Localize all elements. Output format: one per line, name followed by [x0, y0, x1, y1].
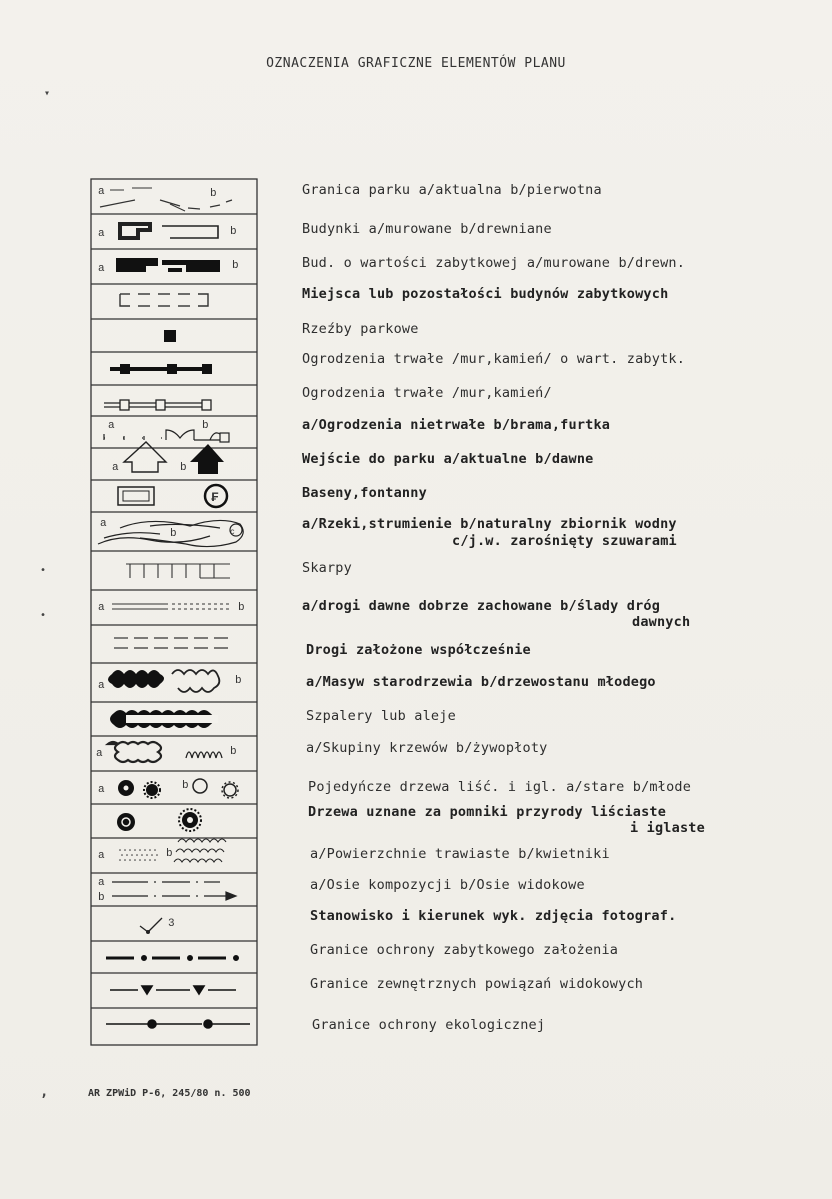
symbol-ecological-boundary [106, 1020, 250, 1028]
legend-label-escarpments: Skarpy [302, 560, 352, 576]
svg-text:a: a [108, 420, 115, 432]
legend-symbols [90, 178, 260, 1048]
legend-label-monument-trees-cont: i iglaste [630, 820, 705, 836]
legend-label-single-trees: Pojedyńcze drzewa liść. i igl. a/stare b/młode [308, 779, 692, 795]
legend-label-sculptures: Rzeźby parkowe [302, 321, 419, 337]
legend-label-buildings: Budynki a/murowane b/drewniane [302, 221, 552, 237]
legend-label-old-roads: a/drogi dawne dobrze zachowane b/ślady dróg [302, 598, 661, 614]
symbol-entrance [112, 442, 224, 474]
symbol-axes [98, 877, 236, 904]
symbol-park-boundary [98, 186, 232, 211]
svg-text:b: b [232, 260, 239, 272]
symbol-photo-position [140, 918, 175, 934]
svg-text:a: a [112, 462, 119, 474]
svg-text:b: b [98, 892, 105, 904]
svg-text:3: 3 [168, 918, 175, 930]
symbol-temporary-fence [104, 420, 229, 442]
symbol-single-trees [98, 779, 238, 798]
legend-label-old-roads-cont: dawnych [632, 614, 691, 630]
legend-label-axes: a/Osie kompozycji b/Osie widokowe [310, 877, 585, 893]
svg-text:b: b [210, 188, 217, 200]
symbol-shrubs [96, 742, 237, 762]
svg-text:a: a [98, 263, 105, 275]
legend-label-historic-buildings: Bud. o wartości zabytkowej a/murowane b/drewn. [302, 255, 686, 271]
letter-a: a [98, 186, 105, 198]
svg-text:a: a [98, 680, 105, 692]
legend-label-ecological-boundary: Granice ochrony ekologicznej [312, 1017, 546, 1033]
legend-label-temporary-fence: a/Ogrodzenia nietrwałe b/brama,furtka [302, 417, 611, 433]
svg-text:b: b [180, 462, 187, 474]
print-footer: AR ZPWiD P-6, 245/80 n. 500 [88, 1088, 251, 1099]
legend-label-rivers-overgrown: c/j.w. zarośnięty szuwarami [452, 533, 677, 549]
symbol-permanent-fence [104, 400, 211, 410]
legend-label-allees: Szpalery lub aleje [306, 708, 456, 724]
legend-frame [91, 179, 257, 1045]
legend-label-historic-fence: Ogrodzenia trwałe /mur,kamień/ o wart. zabytk. [302, 351, 686, 367]
symbol-grass-flowers [98, 839, 226, 862]
symbol-modern-roads [114, 638, 234, 648]
legend-label-rivers: a/Rzeki,strumienie b/naturalny zbiornik wodny [302, 516, 677, 532]
legend-label-grass-flowers: a/Powierzchnie trawiaste b/kwietniki [310, 846, 610, 862]
symbol-escarpments [126, 564, 230, 578]
symbol-tree-masses [98, 670, 242, 692]
legend-label-pools: Baseny,fontanny [302, 485, 427, 501]
symbol-old-roads [98, 602, 245, 614]
svg-text:a: a [98, 877, 105, 889]
svg-text:b: b [170, 528, 177, 540]
legend-label-heritage-boundary: Granice ochrony zabytkowego założenia [310, 942, 619, 958]
scan-mark: ▾ [44, 88, 51, 99]
symbol-heritage-boundary [106, 956, 239, 961]
legend-label-shrubs: a/Skupiny krzewów b/żywopłoty [306, 740, 548, 756]
legend-symbol-column [90, 178, 258, 1048]
symbol-pools [118, 485, 227, 507]
scan-mark: • [40, 610, 47, 621]
svg-text:b: b [202, 420, 209, 432]
svg-text:b: b [230, 746, 237, 758]
symbol-allees [110, 710, 218, 728]
scan-mark: , [40, 1084, 49, 1100]
symbol-remnants [120, 294, 208, 306]
symbol-historic-fence [110, 364, 212, 374]
svg-text:a: a [96, 748, 103, 760]
symbol-rivers [98, 518, 243, 547]
symbol-view-boundary [110, 986, 236, 994]
svg-text:a: a [98, 602, 105, 614]
symbol-historic-buildings [98, 258, 239, 275]
svg-text:b: b [166, 848, 173, 860]
legend-label-monument-trees: Drzewa uznane za pomniki przyrody liściaste [308, 804, 667, 820]
svg-text:b: b [238, 602, 245, 614]
legend-label-modern-roads: Drogi założone współcześnie [306, 642, 531, 658]
legend-label-view-boundary: Granice zewnętrznych powiązań widokowych [310, 976, 644, 992]
scan-mark: • [40, 565, 47, 576]
page-title: OZNACZENIA GRAFICZNE ELEMENTÓW PLANU [266, 56, 566, 71]
symbol-buildings [98, 224, 237, 240]
svg-text:b: b [235, 675, 242, 687]
svg-text:c: c [230, 528, 235, 537]
legend-label-remnants: Miejsca lub pozostałości budynów zabytkowych [302, 286, 669, 302]
svg-text:₣: ₣ [211, 490, 219, 505]
svg-text:b: b [182, 780, 189, 792]
symbol-sculpture [164, 330, 176, 342]
svg-text:a: a [98, 784, 105, 796]
svg-text:a: a [98, 228, 105, 240]
svg-text:b: b [230, 226, 237, 238]
svg-text:a: a [98, 850, 105, 862]
legend-label-photo-position: Stanowisko i kierunek wyk. zdjęcia fotograf. [310, 908, 677, 924]
legend-label-park-boundary: Granica parku a/aktualna b/pierwotna [302, 182, 602, 198]
legend-label-entrance: Wejście do parku a/aktualne b/dawne [302, 451, 594, 467]
legend-label-permanent-fence: Ogrodzenia trwałe /mur,kamień/ [302, 385, 552, 401]
symbol-monument-trees [117, 809, 201, 831]
svg-text:a: a [100, 518, 107, 530]
legend-label-tree-masses: a/Masyw starodrzewia b/drzewostanu młodego [306, 674, 656, 690]
